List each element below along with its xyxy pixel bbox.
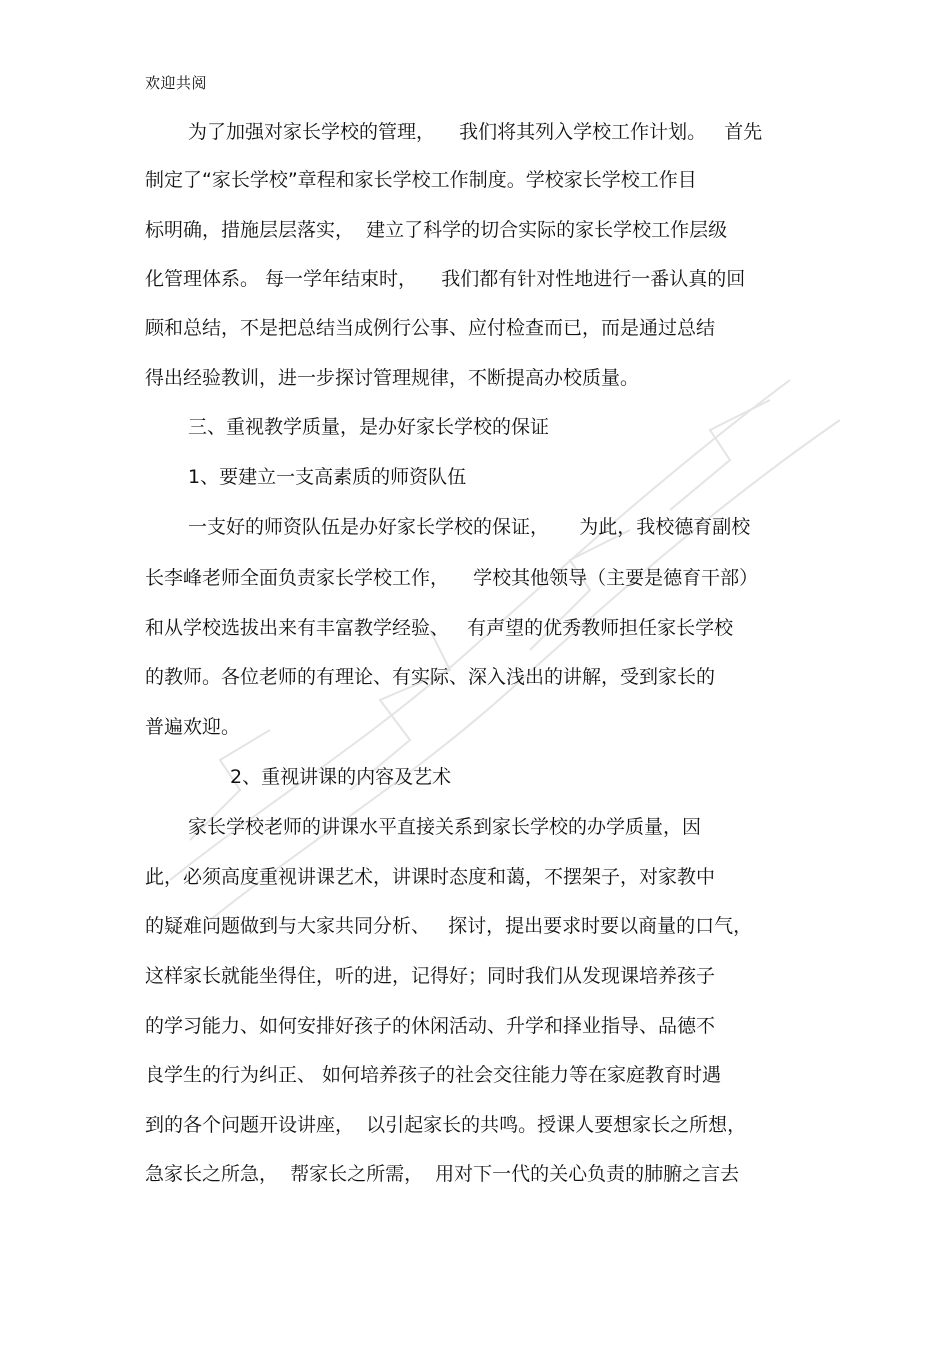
body-line: 到的各个问题开设讲座， 以引起家长的共鸣。授课人要想家长之所想， [145,1114,747,1136]
body-line: 化管理体系。 每一学年结束时， 我们都有针对性地进行一番认真的回 [145,268,746,290]
body-line: 的教师。各位老师的有理论、有实际、深入浅出的讲解，受到家长的 [145,666,716,688]
body-line: 长李峰老师全面负责家长学校工作， 学校其他领导（主要是德育干部） [145,567,759,589]
body-line: 制定了“家长学校”章程和家长学校工作制度。学校家长学校工作目 [145,169,697,191]
body-line: 1、要建立一支高素质的师资队伍 [188,466,467,488]
body-line: 普遍欢迎。 [145,716,241,738]
body-line: 急家长之所急， 帮家长之所需， 用对下一代的关心负责的肺腑之言去 [145,1163,740,1185]
body-line: 一支好的师资队伍是办好家长学校的保证， 为此，我校德育副校 [188,516,751,538]
body-line: 2、重视讲课的内容及艺术 [230,766,452,788]
body-line: 此，必须高度重视讲课艺术，讲课时态度和蔼，不摆架子，对家教中 [145,866,716,888]
page-header: 欢迎共阅 [145,74,208,92]
body-line: 这样家长就能坐得住，听的进，记得好；同时我们从发现课培养孩子 [145,965,716,987]
body-line: 家长学校老师的讲课水平直接关系到家长学校的办学质量，因 [188,816,702,838]
body-line: 标明确，措施层层落实， 建立了科学的切合实际的家长学校工作层级 [145,219,728,241]
body-line: 顾和总结，不是把总结当成例行公事、应付检查而已，而是通过总结 [145,317,716,339]
body-line: 的疑难问题做到与大家共同分析、 探讨，提出要求时要以商量的口气， [145,915,753,937]
body-line: 良学生的行为纠正、 如何培养孩子的社会交往能力等在家庭教育时遇 [145,1064,722,1086]
body-line: 和从学校选拔出来有丰富教学经验、 有声望的优秀教师担任家长学校 [145,617,734,639]
body-line: 为了加强对家长学校的管理， 我们将其列入学校工作计划。 首先 [188,121,763,143]
body-line: 的学习能力、如何安排好孩子的休闲活动、升学和择业指导、品德不 [145,1015,716,1037]
body-line: 得出经验教训，进一步探讨管理规律，不断提高办校质量。 [145,367,640,389]
body-line: 三、重视教学质量，是办好家长学校的保证 [188,416,550,438]
